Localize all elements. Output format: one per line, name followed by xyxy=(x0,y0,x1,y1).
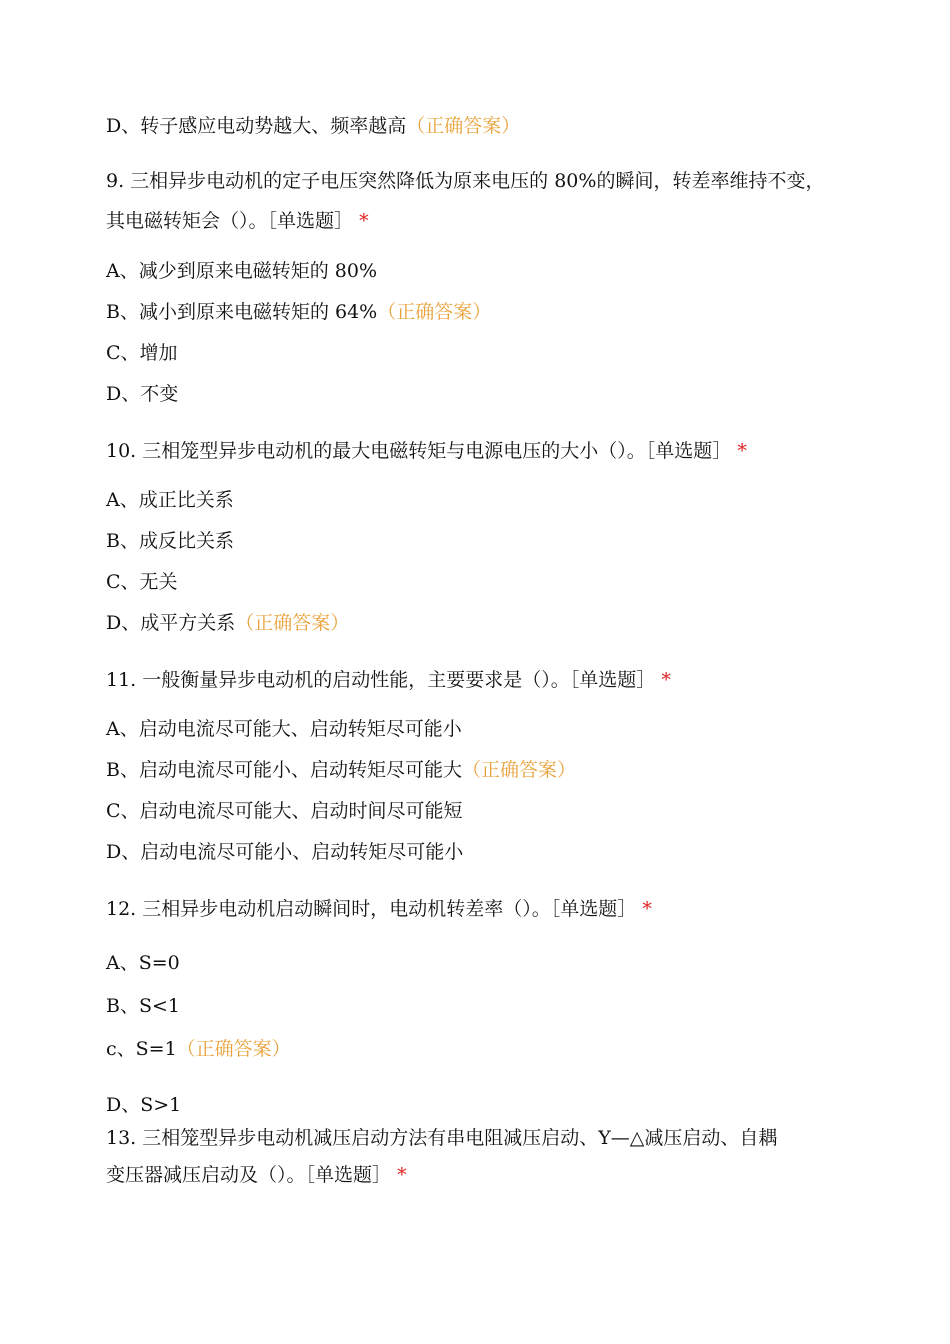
correct-answer-tag: （正确答案） xyxy=(235,612,350,634)
question-12-option-b xyxy=(106,994,180,1018)
option-text: C、增加 xyxy=(106,342,178,364)
required-marker: * xyxy=(737,440,747,462)
option-text: A、S=0 xyxy=(106,952,180,974)
option-text: A、成正比关系 xyxy=(106,489,234,511)
question-11-option-a xyxy=(106,717,462,741)
question-9-stem xyxy=(106,169,824,193)
correct-answer-tag: （正确答案） xyxy=(377,301,492,323)
option-text: D、启动电流尽可能小、启动转矩尽可能小 xyxy=(106,841,464,863)
question-10-option-a xyxy=(106,488,234,512)
question-10-option-c xyxy=(106,570,178,594)
question-12-option-c xyxy=(106,1037,291,1061)
option-text: D、不变 xyxy=(106,383,179,405)
question-stem-text: 10. 三相笼型异步电动机的最大电磁转矩与电源电压的大小（）。［单选题］ xyxy=(106,440,732,462)
question-stem-text: 13. 三相笼型异步电动机减压启动方法有串电阻减压启动、Y—△减压启动、自耦 xyxy=(106,1127,778,1149)
question-11-option-c xyxy=(106,799,463,823)
question-9-option-a xyxy=(106,259,377,283)
option-text: A、启动电流尽可能大、启动转矩尽可能小 xyxy=(106,718,462,740)
required-marker: * xyxy=(661,669,671,691)
required-marker: * xyxy=(397,1164,407,1186)
question-11-option-b xyxy=(106,758,576,782)
option-text: D、S>1 xyxy=(106,1094,182,1116)
correct-answer-tag: （正确答案） xyxy=(176,1038,291,1060)
question-10-stem xyxy=(106,439,747,463)
question-10-option-b xyxy=(106,529,234,553)
option-text: C、启动电流尽可能大、启动时间尽可能短 xyxy=(106,800,463,822)
question-9-option-b xyxy=(106,300,491,324)
question-12-stem xyxy=(106,897,652,921)
question-stem-text: 其电磁转矩会（）。［单选题］ xyxy=(106,210,354,232)
option-text: B、S<1 xyxy=(106,995,180,1017)
option-text: C、无关 xyxy=(106,571,178,593)
option-text: A、减少到原来电磁转矩的 80% xyxy=(106,260,377,282)
required-marker: * xyxy=(642,898,652,920)
correct-answer-tag: （正确答案） xyxy=(406,115,521,137)
correct-answer-tag: （正确答案） xyxy=(461,759,576,781)
question-stem-text: 11. 一般衡量异步电动机的启动性能，主要要求是（）。［单选题］ xyxy=(106,669,656,691)
option-text: B、减小到原来电磁转矩的 64% xyxy=(106,301,378,323)
question-stem-text: 12. 三相异步电动机启动瞬间时，电动机转差率（）。［单选题］ xyxy=(106,898,637,920)
option-prev-d xyxy=(106,114,520,138)
question-13-stem-cont xyxy=(106,1163,407,1187)
question-12-option-a xyxy=(106,951,180,975)
question-9-option-c xyxy=(106,341,178,365)
question-stem-text: 9. 三相异步电动机的定子电压突然降低为原来电压的 80%的瞬间，转差率维持不变， xyxy=(106,170,825,192)
question-10-option-d xyxy=(106,611,349,635)
option-text: B、成反比关系 xyxy=(106,530,234,552)
option-text: D、转子感应电动势越大、频率越高 xyxy=(106,115,407,137)
option-text: c、S=1 xyxy=(106,1038,177,1060)
required-marker: * xyxy=(359,210,369,232)
question-9-stem-cont xyxy=(106,209,369,233)
question-11-stem xyxy=(106,668,671,692)
option-text: D、成平方关系 xyxy=(106,612,236,634)
question-9-option-d xyxy=(106,382,178,406)
question-13-stem xyxy=(106,1126,777,1150)
question-stem-text: 变压器减压启动及（）。［单选题］ xyxy=(106,1164,392,1186)
option-text: B、启动电流尽可能小、启动转矩尽可能大 xyxy=(106,759,462,781)
question-12-option-d xyxy=(106,1093,181,1117)
question-11-option-d xyxy=(106,840,463,864)
